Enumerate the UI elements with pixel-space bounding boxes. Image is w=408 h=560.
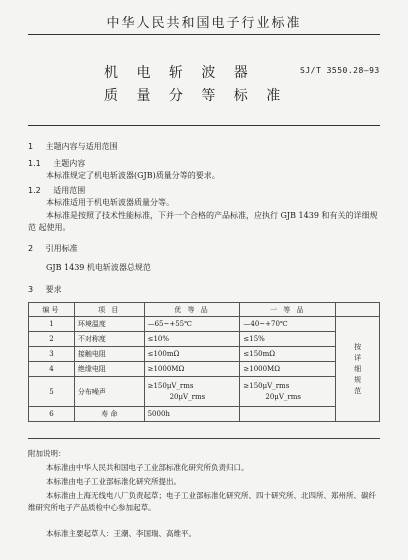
- cell-item: 环境温度: [74, 317, 144, 332]
- section-1-1-heading: [28, 158, 85, 169]
- section-title: 要求: [45, 285, 62, 294]
- side-note: 按 详 细 规 范: [336, 317, 380, 422]
- header-cell: 优 等 品: [144, 303, 240, 317]
- cell-first: [240, 407, 336, 422]
- section-number: 1: [28, 142, 34, 151]
- section-number: 1.2: [28, 186, 41, 195]
- table-row: [29, 377, 380, 407]
- cell-item: 接触电阻: [74, 347, 144, 362]
- cell-no: 2: [29, 332, 75, 347]
- cell-premium-line-2: 20μV_rms: [169, 392, 206, 401]
- paragraph-1-2a: 本标准适用于机电斩波器质量分等。: [46, 198, 174, 207]
- cell-first: [240, 377, 336, 407]
- section-title: 主题内容与适用范围: [45, 142, 118, 151]
- cell-item: 绝缘电阻: [74, 362, 144, 377]
- cell-first: —40~+70℃: [240, 317, 336, 332]
- table-row: [29, 362, 380, 377]
- cell-no: 1: [29, 317, 75, 332]
- cell-item: 分布噪声: [74, 377, 144, 407]
- section-number: 3: [28, 285, 34, 294]
- cell-first-line-1: ≥150μV_rms: [243, 381, 290, 390]
- cell-item: 寿 命: [74, 407, 144, 422]
- cell-first: ≤150mΩ: [240, 347, 336, 362]
- header-cell: 一 等 品: [240, 303, 336, 317]
- section-title: 适用范围: [53, 186, 86, 195]
- cell-no: 6: [29, 407, 75, 422]
- table-header-row: [29, 303, 380, 317]
- notes-title: 附加说明：: [28, 449, 66, 458]
- title-line-1: 机 电 斩 波 器: [104, 65, 255, 81]
- cell-no: 5: [29, 377, 75, 407]
- cell-no: 3: [29, 347, 75, 362]
- cell-premium: ≤10%: [144, 332, 240, 347]
- title-line-2: 质 量 分 等 标 准: [104, 88, 288, 104]
- header-rule: [28, 34, 380, 35]
- cell-first: ≥1000MΩ: [240, 362, 336, 377]
- section-1-2-heading: [28, 185, 85, 196]
- paragraph-1-1: 本标准规定了机电斩波器(GJB)质量分等的要求。: [46, 171, 220, 180]
- requirements-table: [28, 302, 380, 422]
- section-title: 引用标准: [45, 244, 78, 253]
- header-cell: [336, 303, 380, 317]
- cell-premium: —65~+55℃: [144, 317, 240, 332]
- cell-first-line-2: 20μV_rms: [265, 392, 301, 401]
- cell-item: 不对称度: [74, 332, 144, 347]
- table-bottom-rule: [28, 438, 380, 439]
- table-row: [29, 347, 380, 362]
- section-number: 2: [28, 244, 34, 253]
- cell-no: 4: [29, 362, 75, 377]
- section-1-heading: [28, 141, 118, 152]
- title-rule: [28, 125, 380, 126]
- note-line: 本标准主要起草人：王潮、李国瑞、高维平。: [46, 529, 196, 538]
- cell-premium: ≥1000MΩ: [144, 362, 240, 377]
- note-line: 本标准由中华人民共和国电子工业部标准化研究所负责归口。: [46, 463, 249, 472]
- cell-premium: 5000h: [144, 407, 240, 422]
- cell-premium-line-1: ≥150μV_rms: [147, 381, 194, 390]
- table-row: [29, 407, 380, 422]
- header-cell: 项 目: [74, 303, 144, 317]
- cell-first: ≤15%: [240, 332, 336, 347]
- header-cell: 编号: [29, 303, 75, 317]
- section-3-heading: [28, 284, 62, 295]
- standard-number: SJ/T 3550.28—93: [300, 66, 380, 75]
- section-number: 1.1: [28, 159, 41, 168]
- table-row: [29, 332, 380, 347]
- cell-premium: [144, 377, 240, 407]
- paragraph-1-2b: 本标准是按照了技术性能标准，下并一个合格的产品标准，应执行 GJB 1439 和有关的详细规范 起使用。: [28, 211, 378, 232]
- section-title: 主题内容: [53, 159, 86, 168]
- note-line: 本标准由电子工业部标准化研究所提出。: [46, 477, 181, 486]
- table-row: [29, 317, 380, 332]
- paragraph-2: GJB 1439 机电斩波器总规范: [46, 263, 151, 272]
- section-2-heading: [28, 243, 78, 254]
- cell-premium: ≤100mΩ: [144, 347, 240, 362]
- note-line: 本标准由上海无线电八厂负责起草；电子工业部标准化研究所、四十研究所、北四所、郑州所、碳纤维研究所电子产品质检中心参加起草。: [28, 491, 376, 512]
- document-header: 中华人民共和国电子行业标准: [106, 16, 302, 31]
